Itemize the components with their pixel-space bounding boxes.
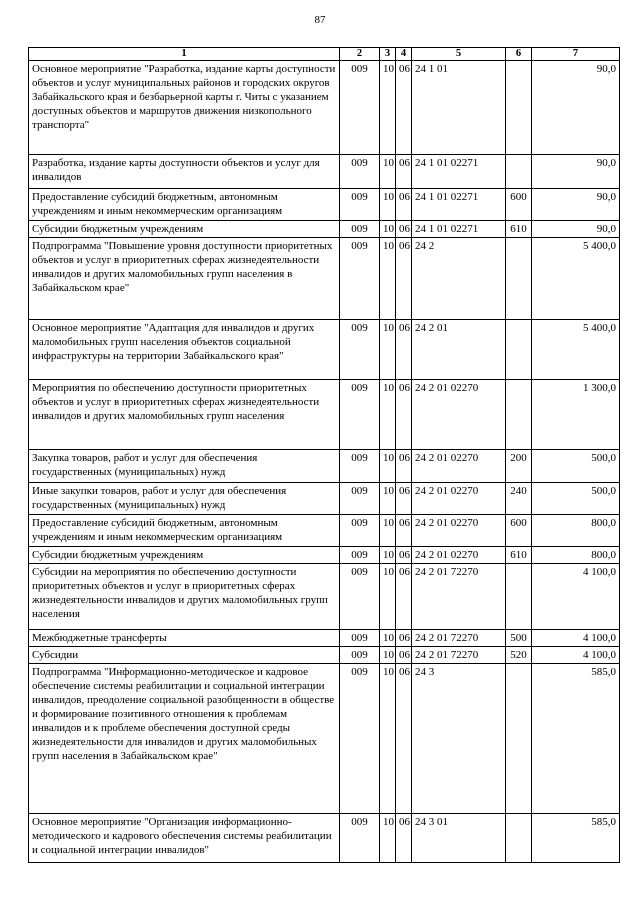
table-header-row [29,48,620,61]
ministry-code: 009 [340,664,380,814]
target-article-code: 24 2 01 02270 [412,450,506,483]
amount: 90,0 [532,221,620,238]
column-header: 1 [29,48,340,61]
expense-type-code [506,664,532,814]
expense-type-code [506,238,532,320]
table-row [29,564,620,630]
expense-type-code [506,155,532,189]
table-row [29,664,620,814]
amount: 4 100,0 [532,564,620,630]
amount: 5 400,0 [532,238,620,320]
row-name: Разработка, издание карты доступности объектов и услуг для инвалидов [29,155,340,189]
expense-type-code [506,320,532,380]
amount: 500,0 [532,483,620,515]
subsection-code: 06 [396,814,412,863]
amount: 1 300,0 [532,380,620,450]
row-name: Субсидии [29,647,340,664]
column-header: 5 [412,48,506,61]
expense-type-code: 500 [506,630,532,647]
target-article-code: 24 2 01 72270 [412,564,506,630]
section-code: 10 [380,221,396,238]
row-name: Субсидии на мероприятия по обеспечению доступности приоритетных объектов и услуг в приоритетных сферах жизнедеятельности инвалидов и других маломобильных групп населения [29,564,340,630]
table-row [29,450,620,483]
expense-type-code: 520 [506,647,532,664]
section-code: 10 [380,320,396,380]
column-header: 7 [532,48,620,61]
amount: 5 400,0 [532,320,620,380]
ministry-code: 009 [340,61,380,155]
table-row [29,320,620,380]
ministry-code: 009 [340,564,380,630]
amount: 90,0 [532,155,620,189]
subsection-code: 06 [396,155,412,189]
subsection-code: 06 [396,380,412,450]
amount: 800,0 [532,547,620,564]
subsection-code: 06 [396,630,412,647]
row-name: Предоставление субсидий бюджетным, автономным учреждениям и иным некоммерческим организациям [29,189,340,221]
section-code: 10 [380,380,396,450]
table-row [29,155,620,189]
amount: 800,0 [532,515,620,547]
expense-type-code [506,814,532,863]
ministry-code: 009 [340,320,380,380]
target-article-code: 24 1 01 02271 [412,155,506,189]
section-code: 10 [380,647,396,664]
ministry-code: 009 [340,630,380,647]
row-name: Основное мероприятие "Организация информационно-методического и кадрового обеспечения системы реабилитации и социальной интеграции инвалидов" [29,814,340,863]
subsection-code: 06 [396,483,412,515]
ministry-code: 009 [340,647,380,664]
table-row [29,630,620,647]
table-row [29,483,620,515]
table-row [29,221,620,238]
column-header: 6 [506,48,532,61]
expense-type-code [506,61,532,155]
ministry-code: 009 [340,814,380,863]
subsection-code: 06 [396,61,412,155]
row-name: Основное мероприятие "Разработка, издание карты доступности объектов и услуг муниципальных районов и городских округов Забайкальского края и безбарьерной карты г. Читы с указанием доступных объектов и маршрутов движения низкопольного транспорта" [29,61,340,155]
subsection-code: 06 [396,221,412,238]
expense-type-code: 610 [506,547,532,564]
ministry-code: 009 [340,189,380,221]
row-name: Основное мероприятие "Адаптация для инвалидов и других маломобильных групп населения объектов социальной инфраструктуры на территории Забайкальского края" [29,320,340,380]
page-number: 87 [314,14,326,26]
ministry-code: 009 [340,515,380,547]
section-code: 10 [380,664,396,814]
table-row [29,515,620,547]
ministry-code: 009 [340,547,380,564]
ministry-code: 009 [340,221,380,238]
table-row [29,380,620,450]
row-name: Мероприятия по обеспечению доступности приоритетных объектов и услуг в приоритетных сферах жизнедеятельности инвалидов и других маломобильных групп населения [29,380,340,450]
row-name: Субсидии бюджетным учреждениям [29,221,340,238]
amount: 90,0 [532,189,620,221]
ministry-code: 009 [340,450,380,483]
amount: 90,0 [532,61,620,155]
table-row [29,189,620,221]
section-code: 10 [380,564,396,630]
target-article-code: 24 1 01 02271 [412,221,506,238]
target-article-code: 24 2 01 02270 [412,515,506,547]
expense-type-code [506,380,532,450]
subsection-code: 06 [396,515,412,547]
section-code: 10 [380,515,396,547]
target-article-code: 24 2 01 02270 [412,380,506,450]
ministry-code: 009 [340,155,380,189]
subsection-code: 06 [396,450,412,483]
expense-type-code [506,564,532,630]
column-header: 3 [380,48,396,61]
target-article-code: 24 1 01 [412,61,506,155]
target-article-code: 24 2 01 72270 [412,647,506,664]
amount: 585,0 [532,664,620,814]
target-article-code: 24 2 01 72270 [412,630,506,647]
ministry-code: 009 [340,380,380,450]
target-article-code: 24 2 01 02270 [412,483,506,515]
row-name: Субсидии бюджетным учреждениям [29,547,340,564]
table-row [29,61,620,155]
ministry-code: 009 [340,238,380,320]
target-article-code: 24 3 01 [412,814,506,863]
budget-table [28,47,620,863]
section-code: 10 [380,189,396,221]
row-name: Закупка товаров, работ и услуг для обеспечения государственных (муниципальных) нужд [29,450,340,483]
section-code: 10 [380,547,396,564]
subsection-code: 06 [396,564,412,630]
amount: 500,0 [532,450,620,483]
expense-type-code: 240 [506,483,532,515]
section-code: 10 [380,814,396,863]
expense-type-code: 200 [506,450,532,483]
section-code: 10 [380,238,396,320]
table-row [29,547,620,564]
column-header: 2 [340,48,380,61]
section-code: 10 [380,61,396,155]
subsection-code: 06 [396,238,412,320]
row-name: Предоставление субсидий бюджетным, автономным учреждениям и иным некоммерческим организациям [29,515,340,547]
section-code: 10 [380,155,396,189]
table-row [29,814,620,863]
table-row [29,647,620,664]
target-article-code: 24 2 [412,238,506,320]
section-code: 10 [380,630,396,647]
column-header: 4 [396,48,412,61]
subsection-code: 06 [396,547,412,564]
subsection-code: 06 [396,664,412,814]
expense-type-code: 610 [506,221,532,238]
row-name: Межбюджетные трансферты [29,630,340,647]
amount: 4 100,0 [532,647,620,664]
subsection-code: 06 [396,647,412,664]
expense-type-code: 600 [506,189,532,221]
subsection-code: 06 [396,320,412,380]
row-name: Подпрограмма "Информационно-методическое и кадровое обеспечение системы реабилитации и социальной интеграции инвалидов, преодоление социальной разобщенности в обществе и формирование позитивного отношения к проблемам инвалидов и к проблеме обеспечения доступной среды жизнедеятельности для инвалидов и других маломобильных групп населения в Забайкальском крае" [29,664,340,814]
expense-type-code: 600 [506,515,532,547]
amount: 4 100,0 [532,630,620,647]
target-article-code: 24 1 01 02271 [412,189,506,221]
row-name: Иные закупки товаров, работ и услуг для обеспечения государственных (муниципальных) нужд [29,483,340,515]
table-row [29,238,620,320]
row-name: Подпрограмма "Повышение уровня доступности приоритетных объектов и услуг в приоритетных сферах жизнедеятельности инвалидов и других маломобильных групп населения в Забайкальском крае" [29,238,340,320]
amount: 585,0 [532,814,620,863]
section-code: 10 [380,483,396,515]
target-article-code: 24 2 01 [412,320,506,380]
section-code: 10 [380,450,396,483]
target-article-code: 24 2 01 02270 [412,547,506,564]
target-article-code: 24 3 [412,664,506,814]
ministry-code: 009 [340,483,380,515]
subsection-code: 06 [396,189,412,221]
